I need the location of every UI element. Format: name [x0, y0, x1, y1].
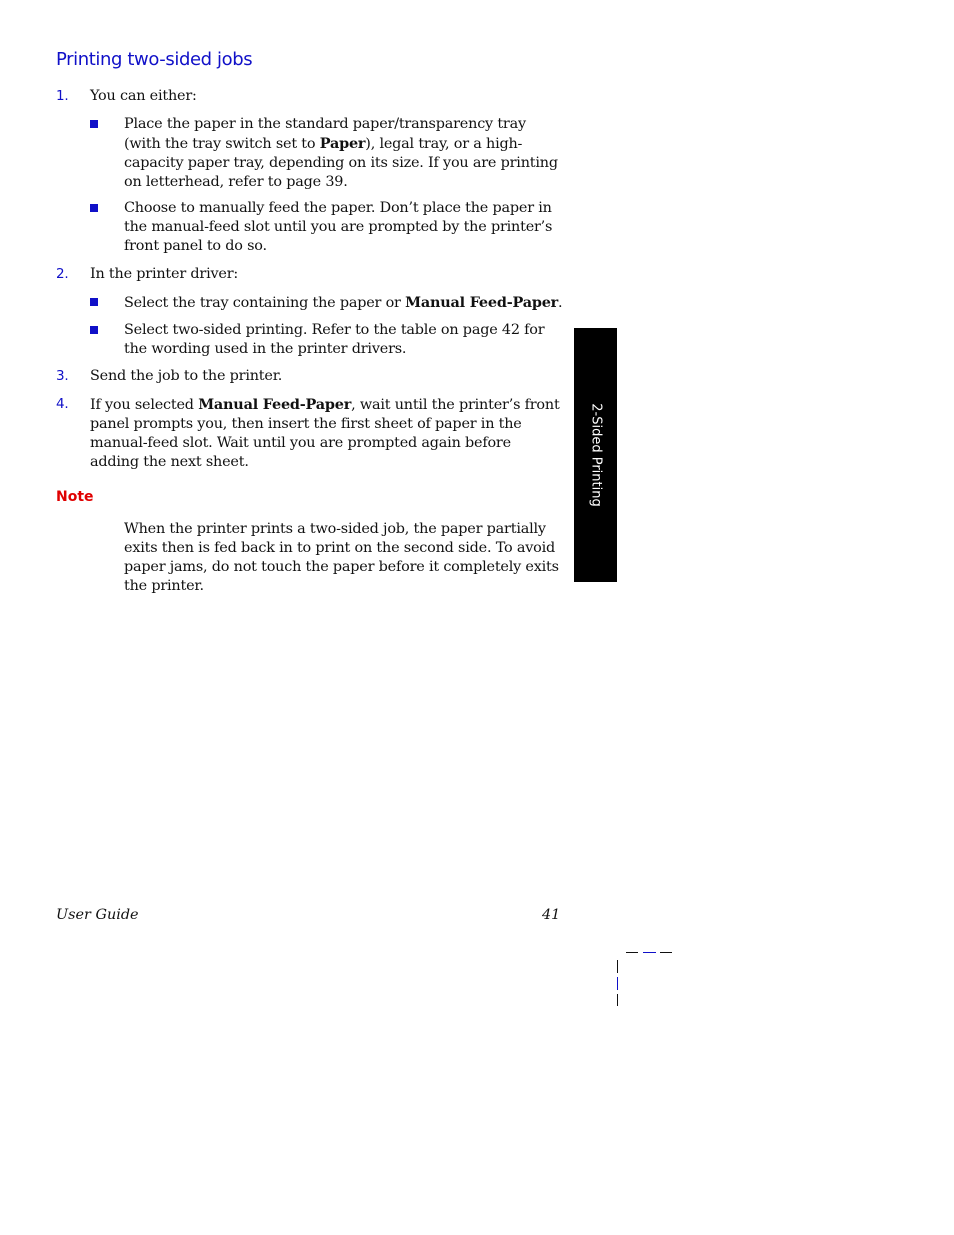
bullet-text: Select two-sided printing. Refer to the table on page 42 for the wording used in the printer drivers.	[124, 322, 545, 357]
crop-mark	[643, 952, 656, 953]
bullet-square-icon	[90, 326, 98, 334]
note-label: Note	[56, 489, 94, 505]
step-number: 2.	[56, 266, 69, 282]
step-number: 1.	[56, 88, 69, 104]
crop-mark	[626, 952, 638, 953]
section-heading: Printing two-sided jobs	[56, 49, 253, 70]
footer-title: User Guide	[56, 907, 139, 923]
step-text: You can either:	[90, 88, 197, 104]
step-text: Send the job to the printer.	[90, 368, 283, 384]
chapter-tab-label: 2-Sided Printing	[588, 403, 603, 507]
crop-mark	[617, 960, 618, 973]
bullet-text: Place the paper in the standard paper/transparency tray (with the tray switch set to Paper), legal tray, or a high-capacity paper tray, depending on its size. If you are printing on letterhead, refer to page 39.	[124, 116, 558, 190]
step-number: 3.	[56, 368, 69, 384]
note-text: When the printer prints a two-sided job, the paper partially exits then is fed back in to print on the second side. To avoid paper jams, do not touch the paper before it completely exits the printer.	[124, 521, 559, 594]
step-text: If you selected Manual Feed-Paper, wait until the printer’s front panel prompts you, then insert the first sheet of paper in the manual-feed slot. Wait until you are prompted again before adding the next sheet.	[90, 396, 560, 470]
bullet-square-icon	[90, 204, 98, 212]
bold-term: Manual Feed-Paper	[198, 396, 352, 413]
crop-mark	[617, 994, 618, 1006]
bullet-text: Select the tray containing the paper or Manual Feed-Paper.	[124, 294, 563, 311]
page-number: 41	[542, 907, 561, 923]
step-text: In the printer driver:	[90, 266, 239, 282]
bullet-square-icon	[90, 298, 98, 306]
crop-mark	[660, 952, 672, 953]
bullet-square-icon	[90, 120, 98, 128]
bold-term: Manual Feed-Paper	[405, 294, 559, 311]
bold-term: Paper	[319, 135, 366, 152]
step-number: 4.	[56, 396, 69, 412]
crop-mark	[617, 977, 618, 990]
bullet-text: Choose to manually feed the paper. Don’t place the paper in the manual-feed slot until you are prompted by the printer’s front panel to do so.	[124, 200, 553, 254]
chapter-side-tab	[574, 328, 617, 582]
